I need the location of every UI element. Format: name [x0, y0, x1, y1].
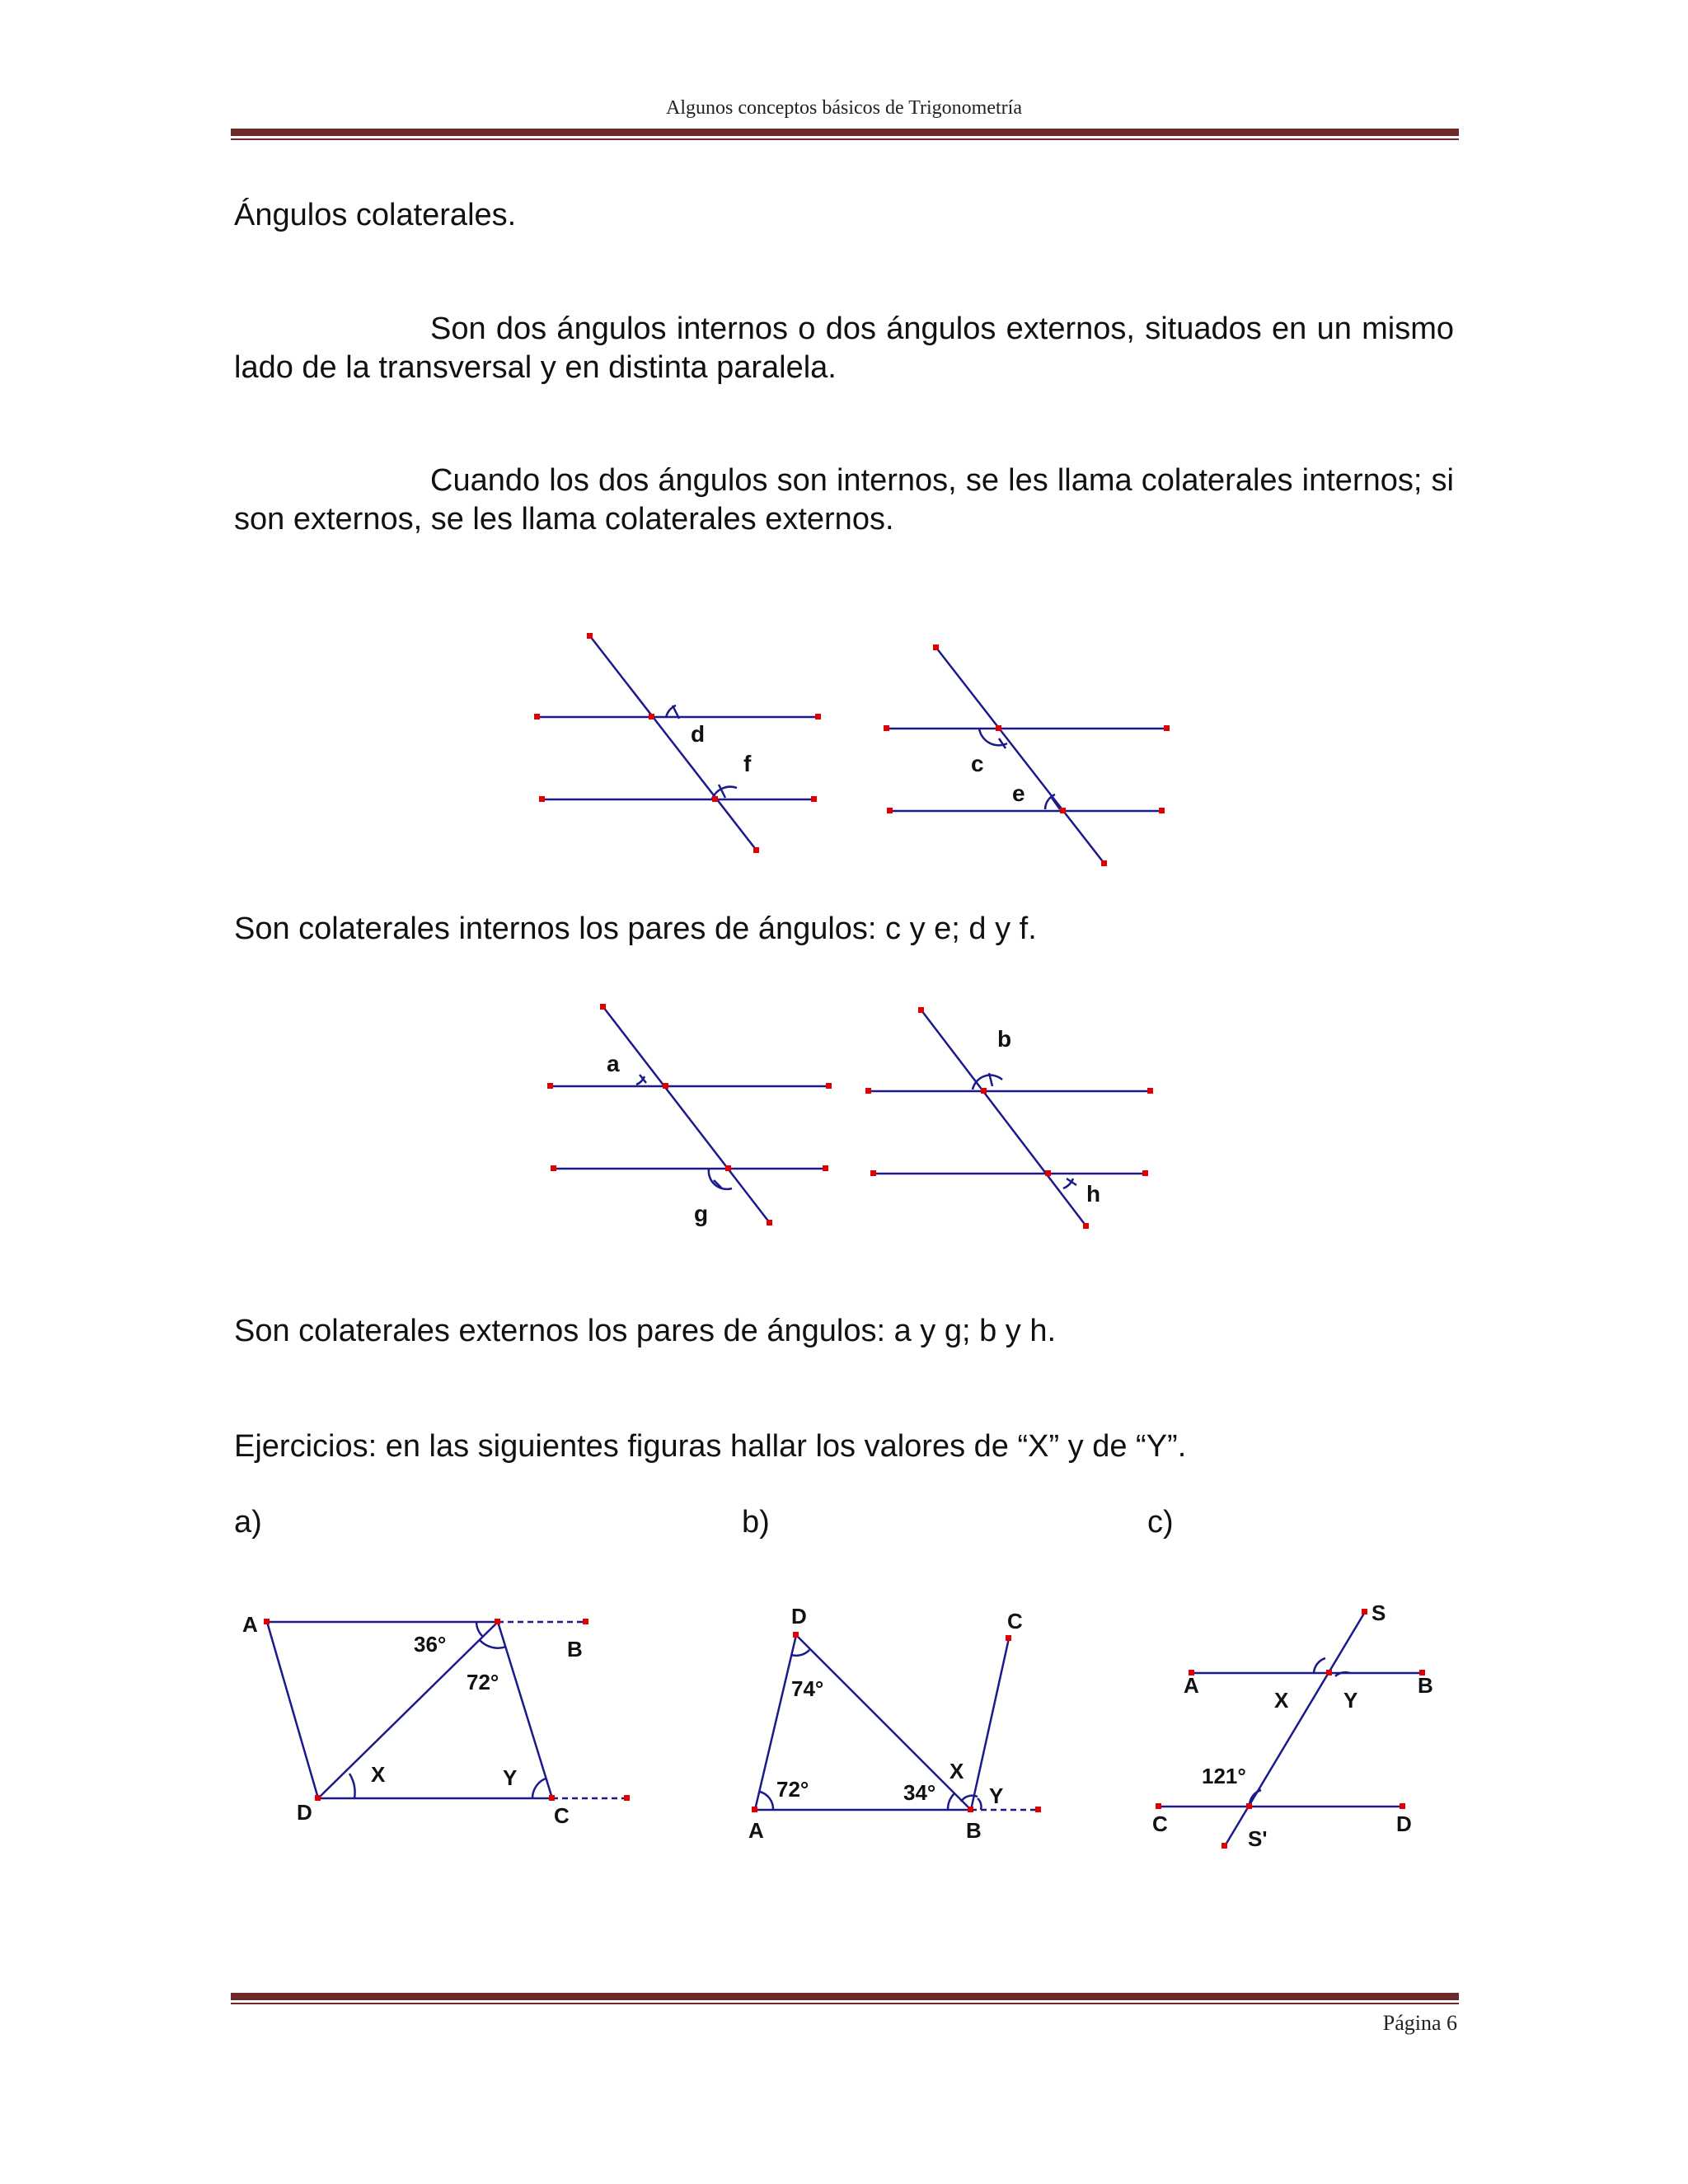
caption-internal-pairs: Son colaterales internos los pares de ángulos: c y e; d y f.	[234, 912, 1037, 946]
angle-121-label: 121°	[1202, 1764, 1246, 1788]
paragraph-definition: Son dos ángulos internos o dos ángulos externos, situados en un mismo lado de la transversal y en distinta paralela.	[234, 312, 1454, 385]
angle-label-f: f	[743, 751, 752, 776]
exercise-figure-a	[231, 1599, 643, 1846]
angle-x-label: X	[1274, 1688, 1289, 1713]
angle-label-h: h	[1086, 1181, 1101, 1207]
exercises-prompt: Ejercicios: en las siguientes figuras hallar los valores de “X” y de “Y”.	[234, 1429, 1187, 1464]
angle-label-c: c	[971, 751, 984, 776]
point-d-label: D	[791, 1604, 807, 1629]
angle-x-label: X	[950, 1759, 964, 1783]
angle-x-label: X	[371, 1762, 386, 1787]
exercise-label-b: b)	[742, 1505, 770, 1540]
point-c-label: C	[1152, 1811, 1168, 1836]
page-header-title: Algunos conceptos básicos de Trigonometría	[666, 97, 1022, 119]
angle-74-label: 74°	[791, 1676, 824, 1701]
exercise-label-a: a)	[234, 1505, 262, 1540]
point-d-label: D	[297, 1800, 312, 1825]
point-a-label: A	[1184, 1673, 1199, 1698]
point-b-label: B	[567, 1637, 583, 1661]
point-s-prime-label: S'	[1248, 1826, 1268, 1851]
paragraph-internal-external: Cuando los dos ángulos son internos, se les llama colaterales internos; si son externos, se les llama colaterales externos.	[234, 463, 1454, 537]
point-a-label: A	[242, 1612, 258, 1637]
angle-y-label: Y	[503, 1765, 518, 1790]
angle-label-d: d	[691, 721, 706, 747]
figure-external-angles	[536, 997, 1179, 1236]
header-rule-thin	[231, 138, 1459, 140]
angle-y-label: Y	[1343, 1688, 1358, 1713]
page-number: Página 6	[1382, 2011, 1457, 2035]
angle-label-a: a	[607, 1051, 620, 1076]
header-rule	[231, 129, 1459, 136]
point-s-label: S	[1372, 1601, 1386, 1625]
angle-72-label: 72°	[776, 1777, 809, 1802]
footer-rule-thin	[231, 2003, 1459, 2004]
angle-label-b: b	[997, 1026, 1012, 1052]
angle-label-g: g	[694, 1201, 709, 1226]
angle-y-label: Y	[989, 1783, 1004, 1808]
point-c-label: C	[554, 1803, 570, 1828]
exercise-label-c: c)	[1147, 1505, 1174, 1540]
angle-72-label: 72°	[467, 1670, 499, 1694]
section-title: Ángulos colaterales.	[234, 198, 517, 232]
point-a-label: A	[748, 1818, 764, 1843]
caption-external-pairs: Son colaterales externos los pares de ángulos: a y g; b y h.	[234, 1314, 1057, 1348]
point-c-label: C	[1007, 1609, 1023, 1633]
exercise-figure-b	[734, 1599, 1063, 1863]
point-b-label: B	[966, 1818, 982, 1843]
angle-label-e: e	[1012, 780, 1025, 806]
angle-36-label: 36°	[414, 1632, 447, 1657]
exercise-figure-c	[1137, 1599, 1467, 1863]
figure-internal-angles	[528, 626, 1179, 874]
footer-rule	[231, 1993, 1459, 2000]
point-b-label: B	[1418, 1673, 1433, 1698]
angle-34-label: 34°	[903, 1780, 936, 1805]
point-d-label: D	[1396, 1811, 1412, 1836]
